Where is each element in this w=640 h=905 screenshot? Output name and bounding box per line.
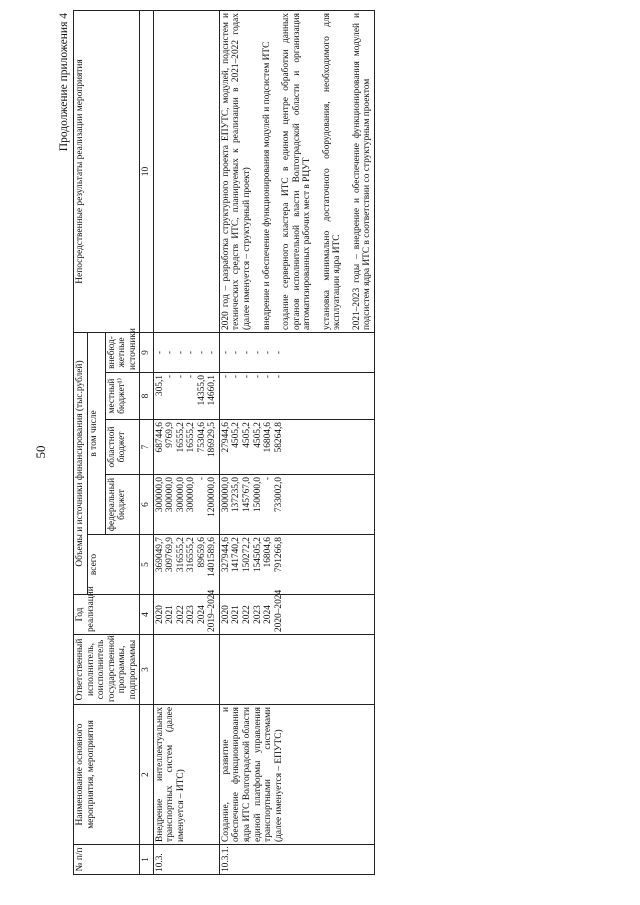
header-num: № п/п (74, 845, 140, 875)
header-total: всего (87, 535, 140, 595)
row-regional (153, 420, 219, 475)
total-value: 150272,2 (241, 537, 252, 573)
local-value: - (175, 375, 186, 379)
header-volumes: Объемы и источники финансирования (тыс.рублей) (74, 333, 88, 595)
local-value: 14660,1 (207, 375, 218, 406)
col-number: 5 (140, 535, 154, 595)
row-federal (153, 475, 219, 535)
total-value: 154505,2 (252, 537, 263, 573)
total-value: 1401589,6 (207, 537, 218, 577)
header-results: Непосредственные результаты реализации мероприятия (74, 11, 140, 333)
row-extra (219, 333, 374, 373)
rotated-sheet (2, 5, 638, 905)
total-value: 16804,6 (263, 537, 274, 568)
year-value: 2020 (154, 605, 165, 624)
regional-value: 16804,6 (263, 422, 274, 453)
row-years (153, 589, 219, 635)
result-item: установка минимально достаточного оборудования, необходимого для эксплуатации ядра ИТС (321, 13, 343, 330)
regional-value: 4505,2 (231, 422, 242, 448)
row-local (153, 373, 219, 420)
row-executor (219, 635, 374, 705)
federal-value: 300000,0 (220, 477, 231, 513)
local-value: - (220, 375, 231, 379)
federal-value: 300000,0 (186, 477, 197, 513)
header-regional: областной бюджет (105, 420, 140, 475)
federal-value: 150000,0 (252, 477, 263, 513)
year-value: 2019–2024 (207, 589, 218, 632)
extra-value: - (252, 350, 263, 355)
col-number: 2 (140, 705, 154, 845)
extra-value: - (273, 350, 284, 355)
federal-value: 137235,0 (231, 477, 242, 513)
col-number: 1 (140, 845, 154, 875)
extra-value: - (263, 350, 274, 355)
year-value: 2024 (263, 605, 274, 624)
header-federal: федеральный бюджет (105, 475, 140, 535)
row-federal (219, 475, 374, 535)
row-extra (153, 333, 219, 373)
extra-value: - (154, 350, 165, 355)
header-name: Наименование основного мероприятия, мероприятия (74, 705, 140, 845)
result-item: внедрение и обеспечение функционирования модулей и подсистем ИТС (261, 41, 272, 330)
regional-value: 9769,9 (165, 422, 176, 448)
header-extra: внебюд-жетные источники (105, 333, 140, 373)
extra-value: - (241, 350, 252, 355)
year-value: 2020 (220, 605, 231, 624)
appendix-note: Продолжение приложения 4 (58, 13, 70, 152)
col-number: 10 (140, 11, 154, 333)
local-value: - (231, 375, 242, 379)
total-value: 141740,2 (231, 537, 242, 573)
federal-value: 733002,0 (273, 477, 284, 513)
year-value: 2021 (165, 605, 176, 624)
year-value: 2022 (175, 605, 186, 624)
col-number: 7 (140, 420, 154, 475)
total-value: 327944,6 (220, 537, 231, 573)
table-row (219, 11, 374, 875)
extra-value: - (186, 350, 197, 355)
result-item: создание серверного кластера ИТС в едином центре обработки данных органов исполнительной власти Волгоградской области и организация автоматизированных рабочих мест в РЦУТ (281, 13, 313, 330)
header-incl: в том числе (87, 333, 105, 535)
local-value: - (165, 375, 176, 379)
extra-value: - (175, 350, 186, 355)
regional-value: 68744,6 (154, 422, 165, 453)
page-number: 50 (33, 445, 48, 459)
row-regional (219, 420, 374, 475)
local-value: - (186, 375, 197, 379)
row-total (219, 535, 374, 595)
result-item: 2020 год – разработка структурного проекта ЕПУТС, модулей, подсистем и технических средств ИТС, планируемых к реализации в 2021–2022 годах (далее именуется – структурный проект) (220, 13, 252, 330)
row-results (153, 11, 219, 333)
total-value: 316555,2 (175, 537, 186, 573)
extra-value: - (220, 350, 231, 355)
row-executor (153, 635, 219, 705)
regional-value: 186929,5 (207, 422, 218, 458)
federal-value: 300000,0 (154, 477, 165, 513)
year-value: 2024 (196, 605, 207, 624)
federal-value: - (263, 477, 274, 481)
regional-value: 16555,2 (186, 422, 197, 453)
extra-value: - (196, 350, 207, 355)
result-item: 2021–2023 годы – внедрение и обеспечение функционирования модулей и подсистем ядра ИТС в соответствии со структурным проектом (351, 13, 373, 330)
federal-value: 1200000,0 (207, 477, 218, 517)
regional-value: 4505,2 (241, 422, 252, 448)
local-value: 305,1 (154, 375, 165, 397)
row-num: 10.3. (153, 845, 219, 875)
col-number: 6 (140, 475, 154, 535)
regional-value: 75304,6 (196, 422, 207, 453)
header-local: местный бюджет¹⁾ (105, 373, 140, 420)
federal-value: - (196, 477, 207, 481)
funding-table (73, 10, 375, 875)
total-value: 316555,2 (186, 537, 197, 573)
regional-value: 4505,2 (252, 422, 263, 448)
extra-value: - (231, 350, 242, 355)
col-number: 8 (140, 373, 154, 420)
local-value: - (241, 375, 252, 379)
year-value: 2020–2024 (273, 589, 284, 632)
row-years (219, 589, 374, 635)
federal-value: 300000,0 (175, 477, 186, 513)
regional-value: 58264,8 (273, 422, 284, 453)
row-results (219, 11, 374, 333)
row-num: 10.3.1. (219, 845, 374, 875)
regional-value: 27944,6 (220, 422, 231, 453)
total-value: 309769,9 (165, 537, 176, 573)
regional-value: 16555,2 (175, 422, 186, 453)
col-number: 3 (140, 635, 154, 705)
extra-value: - (165, 350, 176, 355)
extra-value: - (207, 350, 218, 355)
row-name: Внедрение интеллектуальных транспортных систем (далее именуется – ИТС) (153, 705, 219, 845)
local-value: - (252, 375, 263, 379)
table-row (153, 11, 219, 875)
local-value: - (273, 375, 284, 379)
col-number: 9 (140, 333, 154, 373)
year-value: 2023 (186, 605, 197, 624)
header-year: Год реализации (74, 595, 140, 635)
total-value: 791266,8 (273, 537, 284, 573)
header-executor: Ответственный исполнитель, соисполнитель государственной программы, подпрограммы (74, 635, 140, 705)
year-value: 2021 (231, 605, 242, 624)
col-number: 4 (140, 595, 154, 635)
local-value: - (263, 375, 274, 379)
federal-value: 300000,0 (165, 477, 176, 513)
local-value: 14355,0 (196, 375, 207, 406)
row-name: Создание, развитие и обеспечение функционирования ядра ИТС Волгоградской области единой платформы управления транспортными системами (далее именуется – ЕПУТС) (219, 705, 374, 845)
row-total (153, 535, 219, 595)
year-value: 2023 (252, 605, 263, 624)
federal-value: 145767,0 (241, 477, 252, 513)
total-value: 89659,6 (196, 537, 207, 568)
year-value: 2022 (241, 605, 252, 624)
row-local (219, 373, 374, 420)
total-value: 369049,7 (154, 537, 165, 573)
